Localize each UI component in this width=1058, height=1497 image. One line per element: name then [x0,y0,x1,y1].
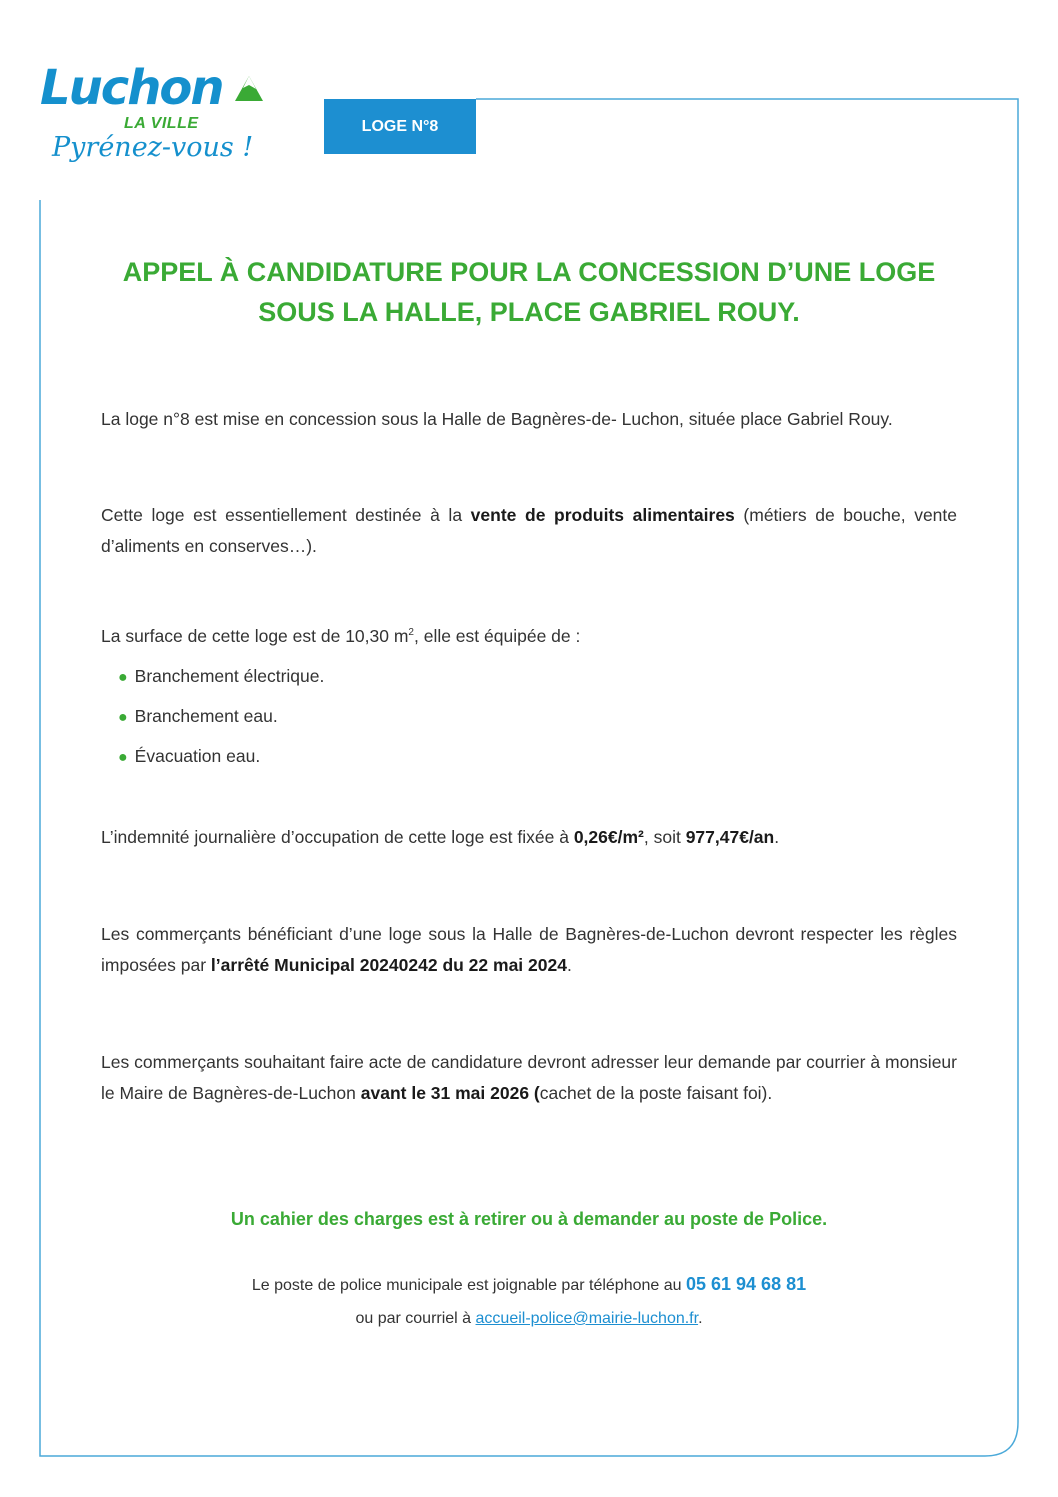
phone-line [60,1269,998,1301]
bullet-icon: ● [118,669,128,686]
bullet-icon: ● [118,709,128,726]
rules-text-start: Les commerçants bénéficiant d’une loge sous la Halle de Bagnères-de-Luchon devront respecter les règles imposées par [101,924,957,975]
email-text: ou par courriel à [355,1310,476,1327]
title-line-1: APPEL À CANDIDATURE POUR LA CONCESSION D’UNE LOGE [122,257,936,287]
surface-unit-sup: 2 [408,627,414,638]
fee-annual: 977,47€/an [685,827,775,847]
luchon-logo [38,60,278,180]
rules-decree: l’arrêté Municipal 20240242 du 22 mai 2024 [210,955,567,975]
bullet-icon: ● [118,749,128,766]
title-line-2: SOUS LA HALLE, PLACE GABRIEL ROUY. [258,297,800,327]
fee-text-mid: , soit [643,827,686,847]
surface-text-end: , elle est équipée de : [413,625,581,646]
email-text-end: . [698,1310,703,1327]
logo-tagline: Pyrénez-vous ! [52,132,254,163]
page-title [60,252,998,332]
surface-text-start: La surface de cette loge est de 10,30 m [101,625,409,646]
loge-badge: LOGE N°8 [324,99,476,154]
phone-text: Le poste de police municipale est joignable par téléphone au [251,1277,686,1294]
usage-text-start: Cette loge est essentiellement destinée à la [101,505,471,525]
list-item-label: Évacuation eau. [134,746,261,766]
usage-paragraph [101,500,957,562]
intro-paragraph: La loge n°8 est mise en concession sous la Halle de Bagnères-de- Luchon, située place Gabriel Rouy. [101,409,893,429]
mountain-icon [234,74,264,104]
equipment-list [118,657,324,777]
fee-text-start: L’indemnité journalière d’occupation de cette loge est fixée à [101,827,574,847]
apply-deadline: avant le 31 mai 2026 ( [360,1083,540,1103]
rules-text-end: . [566,955,572,975]
apply-text-end: cachet de la poste faisant foi). [539,1083,773,1103]
list-item [118,657,324,697]
email-line [60,1303,998,1334]
rules-paragraph [101,919,957,981]
usage-text-end: (métiers de bouche, vente d’aliments en conserves…). [101,505,958,556]
apply-text-start: Les commerçants souhaitant faire acte de candidature devront adresser leur demande par courrier à monsieur le Maire de Bagnères-de-Luchon [101,1052,957,1103]
fee-rate: 0,26€/m² [573,827,644,847]
list-item [118,697,324,737]
fee-text-end: . [774,827,780,847]
logo-subtitle: LA VILLE [124,115,199,132]
list-item [118,737,324,777]
logo-main-text: Luchon [40,60,223,116]
usage-highlight: vente de produits alimentaires [470,505,735,525]
list-item-label: Branchement eau. [134,706,278,726]
surface-paragraph [101,617,957,652]
charges-notice: Un cahier des charges est à retirer ou à demander au poste de Police. [230,1209,828,1229]
apply-paragraph [101,1047,957,1109]
fee-paragraph [101,822,957,853]
email-link[interactable]: accueil-police@mairie-luchon.fr [475,1310,699,1327]
list-item-label: Branchement électrique. [134,666,325,686]
phone-number[interactable]: 05 61 94 68 81 [685,1274,807,1294]
